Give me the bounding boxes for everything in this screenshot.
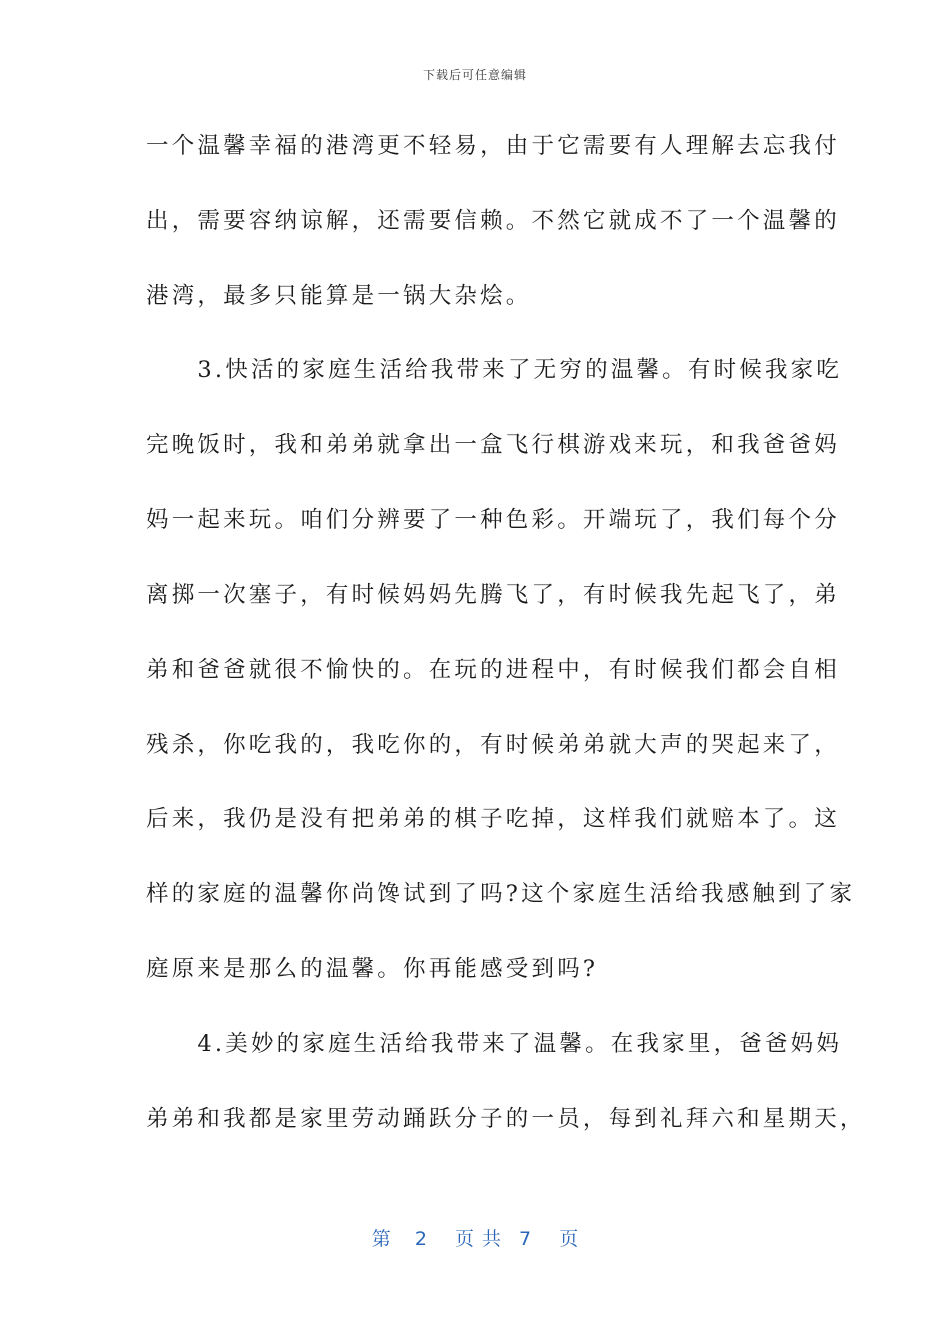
page-footer <box>0 1224 950 1251</box>
page-label-prefix: 第 <box>371 1228 391 1250</box>
body-line: 妈一起来玩。咱们分辨要了一种色彩。开端玩了，我们每个分 <box>146 507 840 533</box>
body-line: 后来，我仍是没有把弟弟的棋子吃掉，这样我们就赔本了。这 <box>146 806 840 832</box>
body-line: 离掷一次塞子，有时候妈妈先腾飞了，有时候我先起飞了，弟 <box>146 582 840 608</box>
current-page-number: 2 <box>414 1228 427 1250</box>
body-line: 样的家庭的温馨你尚馋试到了吗?这个家庭生活给我感触到了家 <box>146 881 856 907</box>
page-header: 下载后可任意编辑 <box>422 68 527 82</box>
body-line: 弟和爸爸就很不愉快的。在玩的进程中，有时候我们都会自相 <box>146 657 840 683</box>
body-line: 出，需要容纳谅解，还需要信赖。不然它就成不了一个温馨的 <box>146 208 840 234</box>
body-line: 残杀，你吃我的，我吃你的，有时候弟弟就大声的哭起来了， <box>146 732 840 758</box>
body-line: 庭原来是那么的温馨。你再能感受到吗? <box>146 956 599 982</box>
page-label-suffix: 页 <box>559 1228 579 1250</box>
body-line: 4.美妙的家庭生活给我带来了温馨。在我家里，爸爸妈妈 <box>146 1031 843 1057</box>
body-line: 3.快活的家庭生活给我带来了无穷的温馨。有时候我家吃 <box>146 357 843 383</box>
body-line: 港湾，最多只能算是一锅大杂烩。 <box>146 283 532 309</box>
page-label-middle: 页共 <box>454 1228 509 1250</box>
total-page-number: 7 <box>519 1228 532 1250</box>
body-line: 弟弟和我都是家里劳动踊跃分子的一员，每到礼拜六和星期天， <box>146 1106 866 1132</box>
body-line: 一个温馨幸福的港湾更不轻易，由于它需要有人理解去忘我付 <box>146 133 840 159</box>
body-line: 完晚饭时，我和弟弟就拿出一盒飞行棋游戏来玩，和我爸爸妈 <box>146 432 840 458</box>
